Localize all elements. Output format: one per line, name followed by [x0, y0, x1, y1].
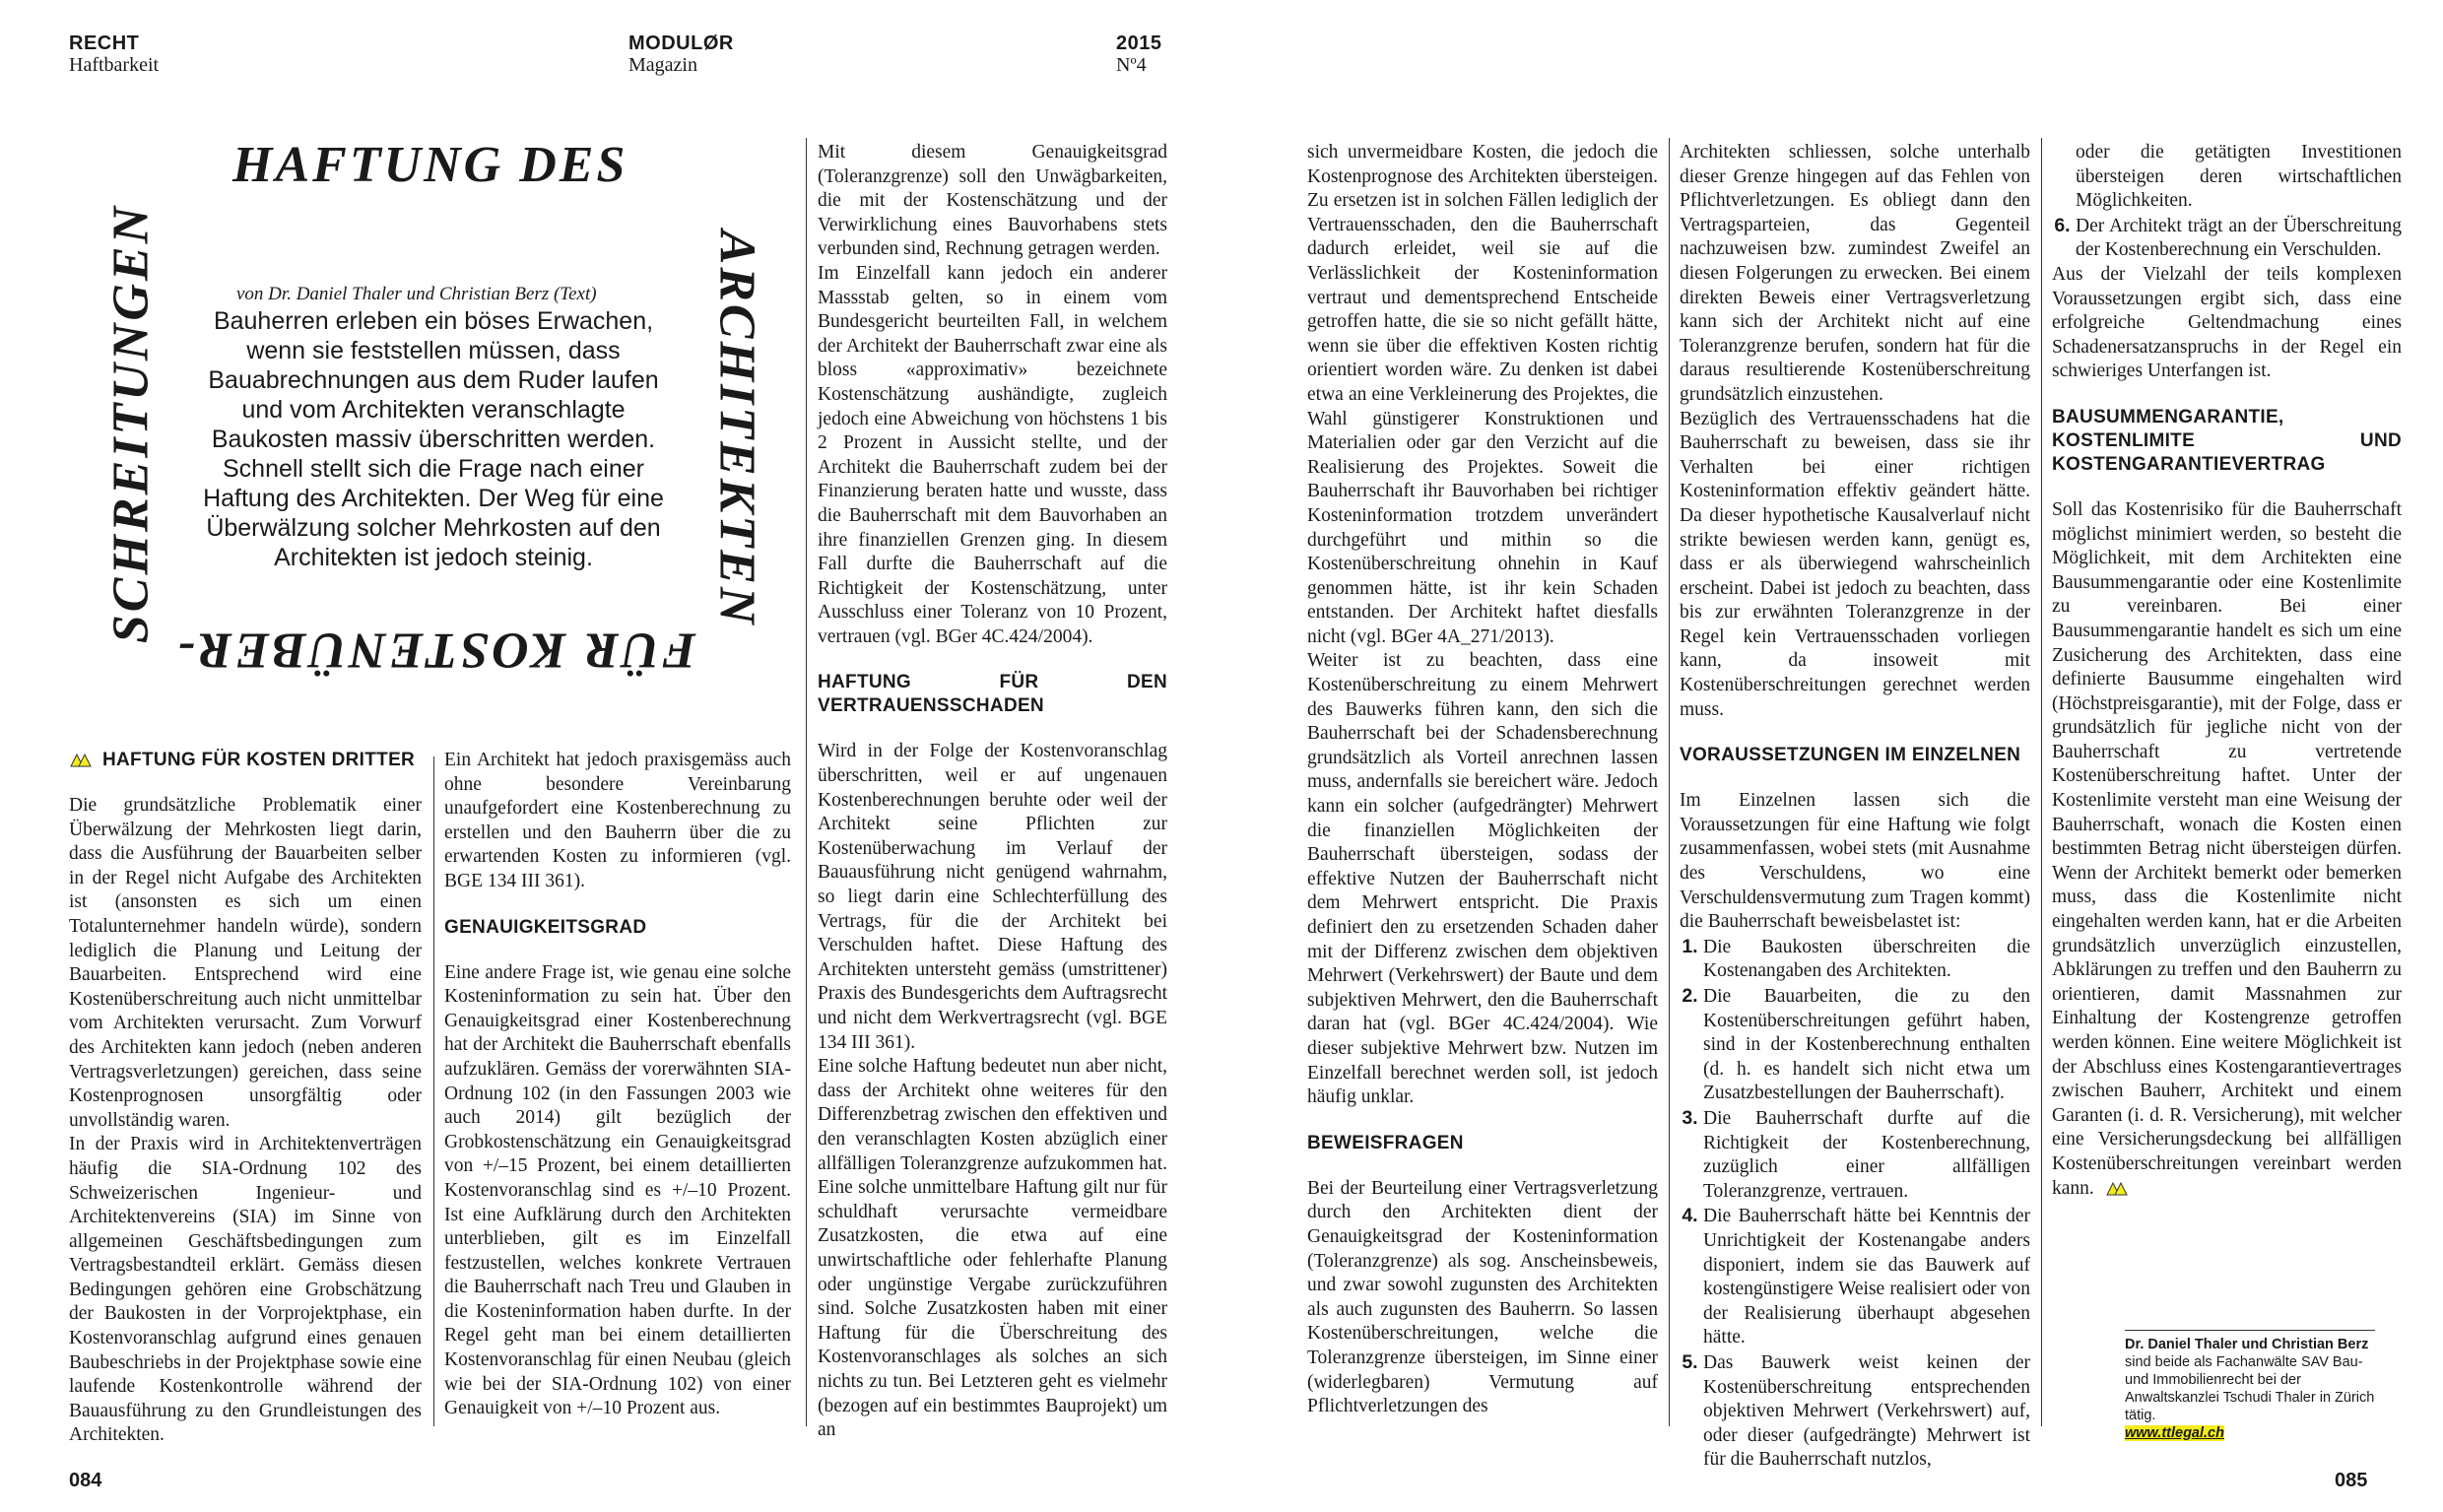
list-item: 4. Die Bauherrschaft hätte bei Kenntnis der Unrichtigkeit der Kostenangabe anders disponiert, indem sie das Bauwerk auf kostengünstigere Weise realisiert oder von der Realisierung überhaupt abgesehen hätte.	[1703, 1204, 2030, 1350]
column-4	[1307, 141, 1658, 1419]
section-heading: HAFTUNG FÜR DEN VERTRAUENSSCHADEN	[818, 672, 1167, 717]
byline: von Dr. Daniel Thaler und Christian Berz (Text)	[236, 284, 597, 304]
list-item: 2. Die Bauarbeiten, die zu den Kostenüberschreitungen geführt haben, sind in der Kostenberechnung enthalten (d. h. es handelt sich nicht etwa um Zusatzbestellungen der Bauherrschaft).	[1703, 984, 2030, 1106]
section-heading: VORAUSSETZUNGEN IM EINZELNEN	[1680, 745, 2021, 766]
author-bio: sind beide als Fachanwälte SAV Bau- und Immobilienrecht bei der Anwaltskanzlei Tschudi Thaler in Zürich tätig.	[2125, 1354, 2375, 1423]
paragraph: Bezüglich des Vertrauensschadens hat die Bauherrschaft zu beweisen, dass sie ihr Verhalten bei einer richtigen Kosteninformation effektiv geändert hätte. Da dieser hypothetische Kausalverlauf nicht strikte bewiesen werden kann, genügt es, dass er als überwiegend wahrscheinlich erscheint. Dabei ist jedoch zu beachten, dass bis zur erwähnten Toleranzgrenze in der Regel kein Vertrauensschaden vorliegen kann, da insoweit mit Kostenüberschreitungen gerechnet werden muss.	[1680, 408, 2030, 720]
column-divider	[806, 138, 807, 1426]
title-top: HAFTUNG DES	[232, 137, 628, 193]
section-heading: HAFTUNG FÜR KOSTEN DRITTER	[69, 749, 422, 772]
column-1	[69, 749, 422, 1448]
section-heading: BEWEISFRAGEN	[1307, 1132, 1464, 1153]
paragraph: Wird in der Folge der Kostenvoranschlag überschritten, weil er auf ungenauen Kostenberechnungen beruhte oder weil der Architekt seine Pflichten zur Kostenüberwachung im Verlauf der Bauausführung nicht genügend wahrnahm, so liegt darin eine Schlechterfüllung des Vertrags, für die der Architekt bei Verschulden haftet. Diese Haftung des Architekten untersteht gemäss (umstrittener) Praxis des Bundesgerichts dem Auftragsrecht und nicht dem Werkvertragsrecht (vgl. BGE 134 III 361).	[818, 741, 1167, 1053]
paragraph: In der Praxis wird in Architektenverträgen häufig die SIA-Ordnung 102 des Schweizerischen Ingenieur- und Architektenvereins (SIA) im Sinne von allgemeinen Geschäftsbedingungen zum Vertragsbestandteil erklärt. Gemäss diesen Bedingungen gehören eine Grobschätzung der Baukosten in der Vorprojektphase, ein Kostenvoranschlag aufgrund eines genauen Baubeschriebs in der Projektphase sowie eine laufende Kostenkontrolle während der Bauausführung zu den Grundleistungen des Architekten.	[69, 1134, 422, 1446]
magazine-name: MODULØR	[628, 33, 734, 54]
paragraph: Die grundsätzliche Problematik einer Überwälzung der Mehrkosten liegt darin, dass die Ausführung der Bauarbeiten selber in der Regel nicht Aufgabe des Architekten ist (ansonsten es sich um einen Totalunternehmer handeln würde), sondern lediglich die Planung und Leitung der Bauarbeiten. Entsprechend wird eine Kostenüberschreitung auch nicht unmittelbar vom Architekten verursacht. Zum Vorwurf des Architekten kann jedoch (neben anderen Vertragsverletzungen) gereichen, dass seine Kostenprognosen unsorgfältig oder unvollständig waren.	[69, 795, 422, 1131]
conditions-list	[1680, 935, 2030, 1473]
end-mark-icon	[2105, 1180, 2129, 1196]
paragraph: Bei der Beurteilung einer Vertragsverletzung durch den Architekten dient der Genauigkeitsgrad der Kosteninformation (Toleranzgrenze) als sog. Anscheinsbeweis, und zwar sowohl zugunsten des Architekten als auch zugunsten des Bauherrn. So lassen Kostenüberschreitungen, welche die Toleranzgrenze übersteigen, im Sinne einer (widerlegbaren) Vermutung auf Pflichtverletzungen des	[1307, 1177, 1658, 1417]
list-item: 3. Die Bauherrschaft durfte auf die Richtigkeit der Kostenberechnung, zuzüglich einer allfälligen Toleranzgrenze, vertrauen.	[1703, 1106, 2030, 1204]
author-link[interactable]: www.ttlegal.ch	[2125, 1425, 2224, 1441]
paragraph: Architekten schliessen, solche unterhalb dieser Grenze hingegen auf das Fehlen von Pflichtverletzungen. Es obliegt dann den Vertragsparteien, das Gegenteil nachzuweisen bzw. zumindest Zweifel an diesen Folgerungen zu erwecken. Bei einem direkten Beweis einer Vertragsverletzung kann sich der Architekt nicht auf eine Toleranzgrenze berufen, sondern hat für die daraus resultierende Kostenüberschreitung grundsätzlich einzustehen.	[1680, 142, 2030, 405]
paragraph: Ein Architekt hat jedoch praxisgemäss auch ohne besondere Vereinbarung unaufgefordert eine Kostenberechnung zu erstellen und den Bauherrn über die zu erwartenden Kosten zu informieren (vgl. BGE 134 III 361).	[444, 750, 791, 891]
issue-year: 2015	[1116, 33, 1162, 54]
paragraph: Soll das Kostenrisiko für die Bauherrschaft möglichst minimiert werden, so besteht die Möglichkeit, mit dem Architekten eine Bausummengarantie oder eine Kostenlimite zu vereinbaren. Bei einer Bausummengarantie handelt es sich um eine Zusicherung des Architekten, dass eine definierte Bausumme eingehalten wird (Höchstpreisgarantie), mit der Folge, dass er grundsätzlich für jegliche nicht von der Bauherrschaft zu vertretende Kostenüberschreitung haftet. Unter der Kostenlimite versteht man eine Weisung der Bauherrschaft, wonach die Kosten einen bestimmten Betrag nicht übersteigen dürfen. Wenn der Architekt bemerkt oder bemerken muss, dass die Kostenlimite nicht eingehalten werden kann, hat er die Arbeiten grundsätzlich unverzüglich einzustellen, Abklärungen zu treffen und den Bauherrn zu orientieren, damit Massnahmen zur Einhaltung der Kostengrenze getroffen werden können. Eine weitere Möglichkeit ist der Abschluss eines Kostengarantievertrages zwischen Bauherr, Architekt und einem Garanten (i. d. R. Versicherung), mit welcher eine Versicherungsdeckung bei allfälligen Kostenüberschreitungen vereinbart werden kann.	[2052, 498, 2402, 1199]
paragraph: Weiter ist zu beachten, dass eine Kostenüberschreitung zu einem Mehrwert des Bauwerks führen kann, den sich die Bauherrschaft bei der Schadensberechnung grundsätzlich als Vorteil anrechnen lassen muss, andernfalls sie bereichert wäre. Jedoch kann ein solcher (aufgedrängter) Mehrwert die finanziellen Möglichkeiten der Bauherrschaft übersteigen, sodass der effektive Nutzen der Bauherrschaft nicht dem Mehrwert entspricht. Die Praxis definiert den zu ersetzenden Schaden daher mit der Differenz zwischen dem objektiven Mehrwert (Verkehrswert) der Baute und dem subjektiven Mehrwert, den die Bauherrschaft daran hat (vgl. BGer 4C.424/2004). Wie dieser subjektive Mehrwert bzw. Nutzen im Einzelfall berechnet werden soll, ist jedoch häufig unklar.	[1307, 650, 1658, 1108]
column-divider	[2041, 138, 2042, 1426]
column-6	[2052, 141, 2402, 1201]
author-names: Dr. Daniel Thaler und Christian Berz	[2125, 1337, 2369, 1352]
section-heading: GENAUIGKEITSGRAD	[444, 916, 647, 938]
paragraph: Aus der Vielzahl der teils komplexen Voraussetzungen ergibt sich, dass eine erfolgreiche Geltendmachung eines Schadenersatzanspruchs in der Regel ein schwieriges Unterfangen ist.	[2052, 263, 2402, 382]
column-divider	[1669, 138, 1670, 1426]
author-divider	[2125, 1330, 2375, 1331]
section-heading: BAUSUMMENGARANTIE, KOSTENLIMITE UND KOSTENGARANTIEVERTRAG	[2052, 406, 2402, 475]
title-right: ARCHITEKTEN	[708, 230, 765, 627]
list-item: 6. Der Architekt trägt an der Überschreitung der Kostenberechnung ein Verschulden.	[2076, 214, 2402, 263]
list-item: 5. Das Bauwerk weist keinen der Kostenüberschreitung entsprechenden objektiven Mehrwert (Verkehrswert) auf, oder dieser (aufgedrängte) Mehrwert ist für die Bauherrschaft nutzlos,	[1703, 1350, 2030, 1473]
paragraph: Im Einzelnen lassen sich die Voraussetzungen für eine Haftung wie folgt zusammenfassen, wobei stets (mit Ausnahme des Verschuldens, wo eine Verschuldensvermutung zum Tragen kommt) die Bauherrschaft beweisbelastet ist:	[1680, 790, 2030, 933]
list-continuation: oder die getätigten Investitionen übersteigen deren wirtschaftlichen Möglichkeiten.	[2076, 142, 2402, 212]
list-item: 1. Die Baukosten überschreiten die Kostenangaben des Architekten.	[1703, 935, 2030, 984]
column-2	[444, 749, 791, 1421]
intro-text: Bauherren erleben ein böses Erwachen, wenn sie feststellen müssen, dass Bauabrechnungen aus dem Ruder laufen und vom Architekten veranschlagte Baukosten massiv überschritten werden. Schnell stellt sich die Frage nach einer Haftung des Architekten. Der Weg für eine Überwälzung solcher Mehrkosten auf den Architekten ist jedoch steinig.	[203, 307, 664, 571]
issue-number: Nº4	[1116, 54, 1147, 76]
paragraph: Im Einzelfall kann jedoch ein anderer Massstab gelten, so in einem vom Bundesgericht beurteilten Fall, in welchem der Architekt der Bauherrschaft zwar eine als bloss «approximativ» bezeichnete Kostenschätzung aushändigte, zugleich jedoch eine Abweichung von höchstens 1 bis 2 Prozent in Aussicht stellte, und der Architekt die Bauherrschaft zudem bei der Finanzierung beraten hatte und wusste, dass die Bauherrschaft mit dem Bauvorhaben an ihre finanziellen Grenzen ging. In diesem Fall durfte die Bauherrschaft auf die Richtigkeit der Kostenschätzung, unter Ausschluss einer Toleranz von 10 Prozent, vertrauen (vgl. BGer 4C.424/2004).	[818, 262, 1167, 647]
column-5	[1680, 141, 2030, 1473]
author-box	[2125, 1336, 2381, 1442]
paragraph: Eine solche Haftung bedeutet nun aber nicht, dass der Architekt ohne weiteres für den Differenzbetrag zwischen den effektiven und den veranschlagten Kosten abzüglich einer allfälligen Toleranzgrenze aufzukommen hat. Eine solche unmittelbare Haftung gilt nur für schuldhaft verursachte vermeidbare Zusatzkosten, die etwa auf eine unwirtschaftliche oder fehlerhafte Planung oder ungünstige Vergabe zurückzuführen sind. Solche Zusatzkosten haben mit einer Haftung für die Überschreitung des Kostenvoranschlages als solches an sich nichts zu tun. Bei Letzteren geht es vielmehr (bezogen auf ein bestimmtes Bauprojekt) um an	[818, 1056, 1167, 1441]
title-left: SCHREITUNGEN	[102, 203, 160, 644]
paragraph: Mit diesem Genauigkeitsgrad (Toleranzgrenze) soll den Unwägbarkeiten, die mit der Kostenschätzung und der Verwirklichung eines Bauvorhabens stets verbunden sind, Rechnung getragen werden.	[818, 142, 1167, 260]
magazine-sublabel: Magazin	[628, 54, 697, 76]
page-number-left: 084	[69, 1470, 102, 1491]
conditions-list-cont	[2052, 214, 2402, 263]
title-bottom: FÜR KOSTENÜBER-	[174, 622, 696, 679]
column-3	[818, 141, 1167, 1443]
section-label: RECHT	[69, 33, 140, 54]
paragraph: sich unvermeidbare Kosten, die jedoch die Kostenprognose des Architekten übersteigen. Zu ersetzen ist in solchen Fällen lediglich der Vertrauensschaden, den die Bauherrschaft dadurch erleidet, weil sie auf die Verlässlichkeit der Kosteninformation vertraut und dementsprechend Entscheide getroffen hatte, die sie so nicht gefällt hätte, wenn sie über die effektiven Kosten richtig orientiert worden wäre. Zu denken ist dabei etwa an eine Verkleinerung des Projektes, die Wahl günstigerer Konstruktionen und Materialien oder gar den Verzicht auf die Realisierung des Projektes. Soweit die Bauherrschaft ihr Bauvorhaben bei richtiger Kosteninformation trotzdem unverändert durchgeführt und mithin so die Kostenüberschreitung ohnehin in Kauf genommen hätte, ist ihr kein Schaden entstanden. Der Architekt haftet diesfalls nicht (vgl. BGer 4A_271/2013).	[1307, 142, 1658, 647]
page-number-right: 085	[2335, 1470, 2368, 1491]
section-sublabel: Haftbarkeit	[69, 54, 160, 76]
accent-triangle-icon	[69, 752, 93, 767]
column-divider	[433, 756, 434, 1426]
paragraph: Eine andere Frage ist, wie genau eine solche Kosteninformation zu sein hat. Über den Genauigkeitsgrad einer Kostenberechnung hat der Architekt die Bauherrschaft ebenfalls aufzuklären. Gemäss der vorerwähnten SIA-Ordnung 102 (in den Fassungen 2003 wie auch 2014) gilt bezüglich der Grobkostenschätzung ein Genauigkeitsgrad von +/–15 Prozent, bei einem detaillierten Kostenvoranschlag sind es +/–10 Prozent. Ist eine Aufklärung durch den Architekten unterblieben, gilt es im Einzelfall festzustellen, welches konkrete Vertrauen die Bauherrschaft nach Treu und Glauben in die Kosteninformation haben durfte. In der Regel geht man bei einem detaillierten Kostenvoranschlag für einen Neubau (gleich wie bei der SIA-Ordnung 102) von einer Genauigkeit von +/–10 Prozent aus.	[444, 961, 791, 1419]
